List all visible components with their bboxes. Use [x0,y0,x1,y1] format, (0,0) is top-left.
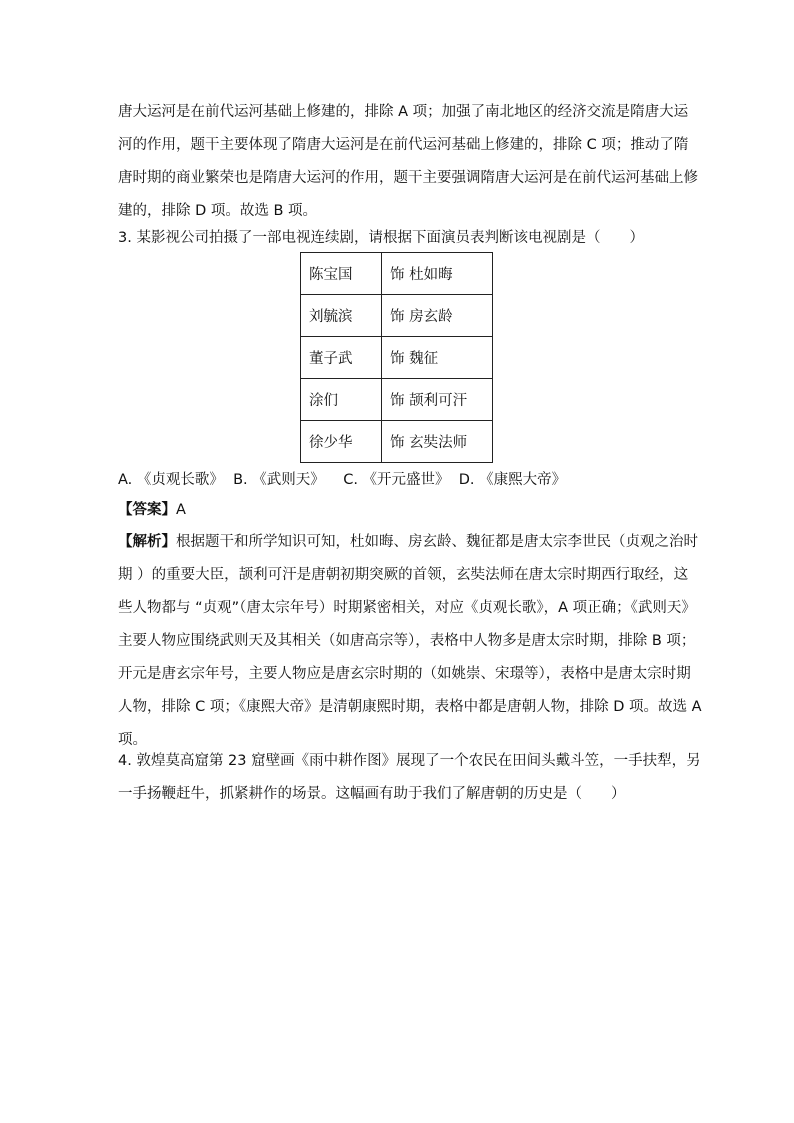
actor-cell: 陈宝国 [301,253,382,295]
text-line: 些人物都与 “贞观”（唐太宗年号）时期紧密相关，对应《贞观长歌》，A 项正确；《武则天》 [118,600,696,616]
text-line: 河的作用，题干主要体现了隋唐大运河是在前代运河基础上修建的，排除 C 项；推动了隋 [118,137,689,153]
text-line: 4. 敦煌莫高窟第 23 窟壁画《雨中耕作图》展现了一个农民在田间头戴斗笠，一手扶犁，另 [118,753,701,769]
question3-analysis [118,526,702,757]
table-row [301,253,493,295]
role-cell: 饰 魏征 [382,337,493,379]
question3-options: A. 《贞观长歌》 B. 《武则天》 C. 《开元盛世》 D. 《康熙大帝》 [118,472,567,488]
table-row [301,295,493,337]
question-stem-text: 3. 某影视公司拍摄了一部电视连续剧，请根据下面演员表判断该电视剧是（ ） [118,230,644,246]
role-cell: 饰 房玄龄 [382,295,493,337]
text-line: 开元是唐玄宗年号，主要人物应是唐玄宗时期的（如姚崇、宋璟等），表格中是唐太宗时期 [118,666,691,682]
text-line: 建的，排除 D 项。故选 B 项。 [118,203,318,219]
question3-stem [118,222,678,255]
role-cell: 饰 玄奘法师 [382,421,493,463]
q2-explanation-continued [118,96,698,228]
actor-cell: 董子武 [301,337,382,379]
text-line: 唐大运河是在前代运河基础上修建的，排除 A 项；加强了南北地区的经济交流是隋唐大运 [118,104,689,120]
answer-label: 【答案】 [118,502,176,518]
question3-answer [118,495,186,525]
question4-stem [118,745,701,811]
table-row [301,421,493,463]
answer-value: A [176,502,186,518]
text-line: 唐时期的商业繁荣也是隋唐大运河的作用，题干主要强调隋唐大运河是在前代运河基础上修 [118,170,698,186]
actor-cell: 刘毓滨 [301,295,382,337]
analysis-label: 【解析】 [118,534,176,550]
actor-cell: 涂们 [301,379,382,421]
text-line: 人物，排除 C 项；《康熙大帝》是清朝康熙时期，表格中都是唐朝人物，排除 D 项。故选 A [118,699,702,715]
text-line: 项。 [118,732,147,748]
role-cell: 饰 杜如晦 [382,253,493,295]
table-row [301,337,493,379]
text-line: 期 ）的重要大臣，颉利可汗是唐朝初期突厥的首领，玄奘法师在唐太宗时期西行取经，这 [118,567,689,583]
actor-cell: 徐少华 [301,421,382,463]
text-line [118,526,698,559]
analysis-text: 根据题干和所学知识可知，杜如晦、房玄龄、魏征都是唐太宗李世民（贞观之治时 [176,534,698,550]
text-line: 一手扬鞭赶牛，抓紧耕作的场景。这幅画有助于我们了解唐朝的历史是（ ） [118,786,626,802]
role-cell: 饰 颉利可汗 [382,379,493,421]
table-row [301,379,493,421]
cast-table [300,252,493,463]
text-line: 主要人物应围绕武则天及其相关（如唐高宗等），表格中人物多是唐太宗时期，排除 B 项； [118,633,696,649]
